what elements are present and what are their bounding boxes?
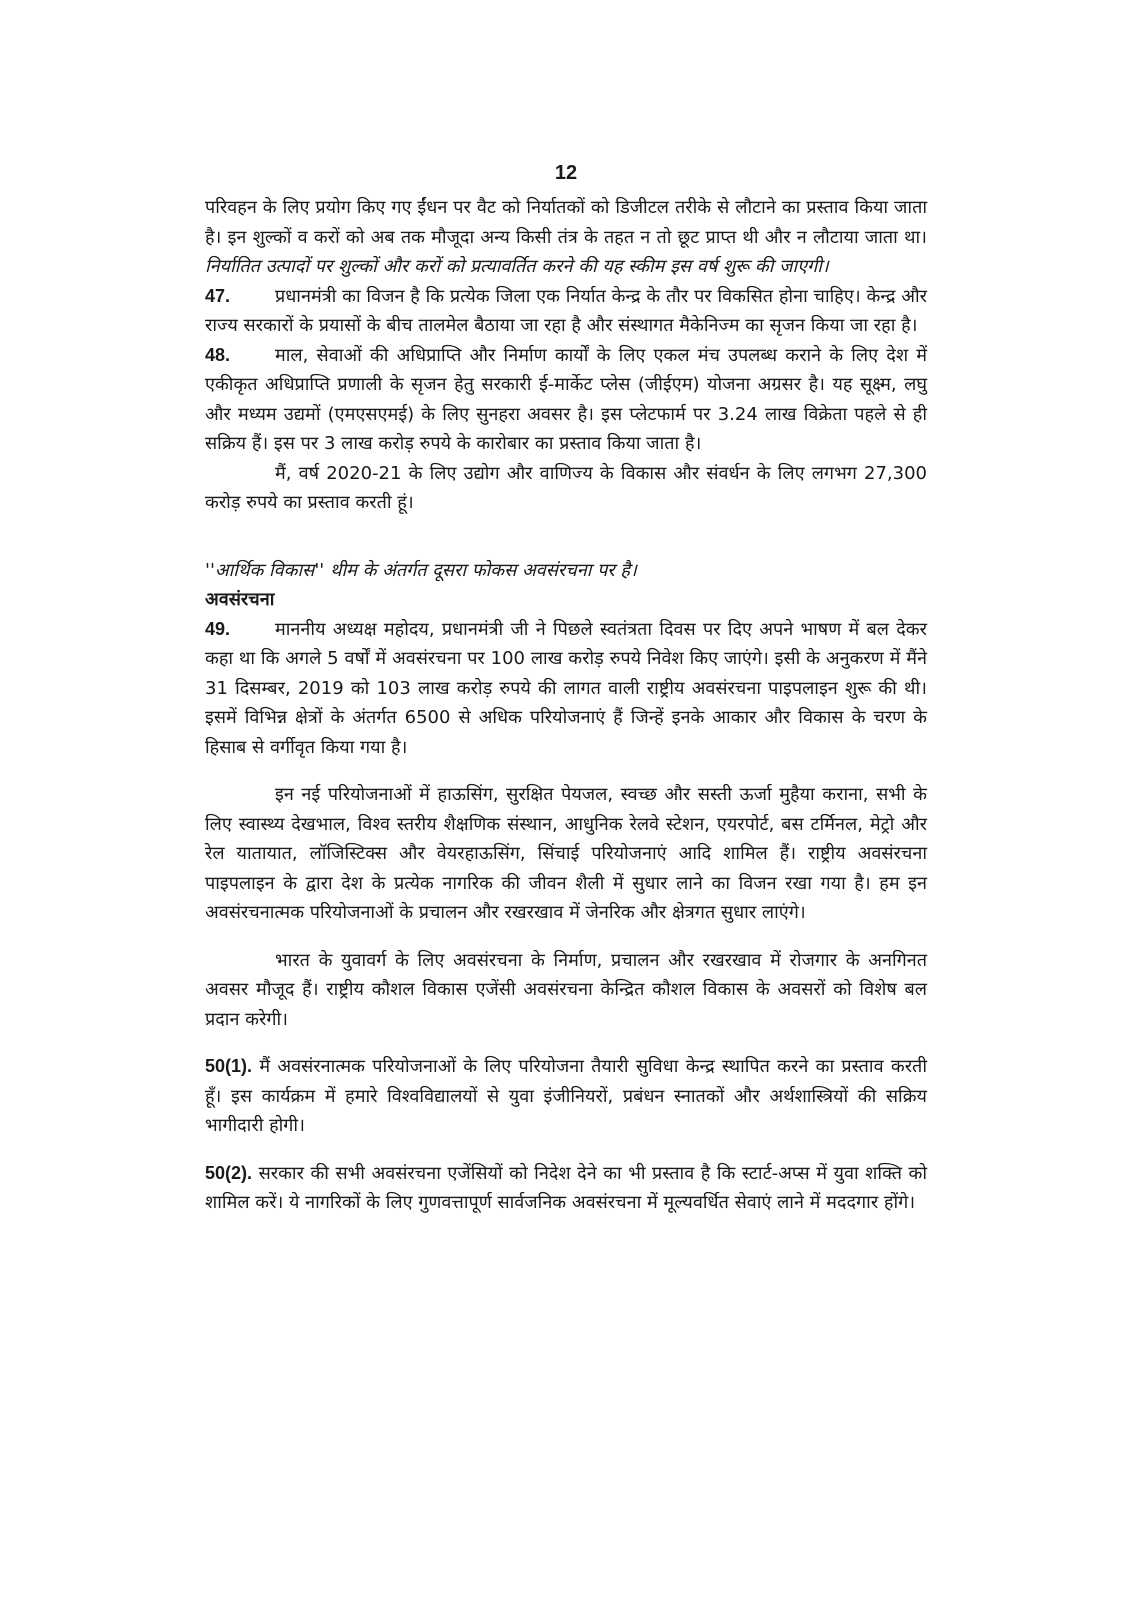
spacer — [205, 762, 927, 780]
page-number: 12 — [554, 162, 578, 184]
paragraph-48-continued: मैं, वर्ष 2020-21 के लिए उद्योग और वाणिज्य के विकास और संवर्धन के लिए लगभग 27,300 करोड़ रुपये का प्रस्ताव करती हूं। — [205, 462, 927, 513]
paragraph-number-50-2: 50(2). — [205, 1162, 253, 1183]
paragraph-49-text: माननीय अध्यक्ष महोदय, प्रधानमंत्री जी ने पिछले स्वतंत्रता दिवस पर दिए अपने भाषण में बल देकर कहा था कि अगले 5 वर्षों में अवसंरचना पर 100 लाख करोड़ रुपये निवेश किए जाएंगे। इसी के अनुकरण में मैंने 31 दिसम्बर, 2019 को 103 लाख करोड़ रुपये की लागत वाली राष्ट्रीय अवसंरचना पाइपलाइन शुरू की थी। इसमें विभिन्न क्षेत्रों के अंतर्गत 6500 से अधिक परियोजनाएं हैं जिन्हें इनके आकार और विकास के चरण के हिसाब से वर्गीवृत किया गया है। — [205, 618, 927, 758]
paragraph-number-47: 47. — [205, 285, 231, 306]
paragraph-49-projects: इन नई परियोजनाओं में हाऊसिंग, सुरक्षित पेयजल, स्वच्छ और सस्ती ऊर्जा मुहैया कराना, सभी के लिए स्वास्थ्य देखभाल, विश्व स्तरीय शैक्षणिक संस्थान, आधुनिक रेलवे स्टेशन, एयरपोर्ट, बस टर्मिनल, मेट्रो और रेल यातायात, लॉजिस्टिक्स और वेयरहाऊसिंग, सिंचाई परियोजनाएं आदि शामिल हैं। राष्ट्रीय अवसंरचना पाइपलाइन के द्वारा देश के प्रत्येक नागरिक की जीवन शैली में सुधार लाने का विजन रखा गया है। हम इन अवसंरचनात्मक परियोजनाओं के प्रचालन और रखरखाव में जेनरिक और क्षेत्रगत सुधार लाएंगे। — [205, 784, 927, 923]
paragraph-47 — [205, 282, 927, 341]
paragraph-49 — [205, 615, 927, 763]
paragraph-intro-italic: निर्यातित उत्पादों पर शुल्कों और करों को प्रत्यावर्तित करने की यह स्कीम इस वर्ष शुरू की जाएगी। — [205, 256, 829, 277]
paragraph-50-1-text: मैं अवसंरनात्मक परियोजनाओं के लिए परियोजना तैयारी सुविधा केन्द्र स्थापित करने का प्रस्ताव करती हूँ। इस कार्यक्रम में हमारे विश्वविद्यालयों से युवा इंजीनियरों, प्रबंधन स्नातकों और अर्थशास्त्रियों की सक्रिय भागीदारी होगी। — [205, 1056, 927, 1136]
paragraph-50-2 — [205, 1159, 927, 1218]
paragraph-50-2-text: सरकार की सभी अवसंरचना एजेंसियों को निदेश देने का भी प्रस्ताव है कि स्टार्ट-अप्स में युवा शक्ति को शामिल करें। ये नागरिकों के लिए गुणवत्तापूर्ण सार्वजनिक अवसंरचना में मूल्यवर्धित सेवाएं लाने में मददगार होंगे। — [205, 1162, 927, 1213]
paragraph-48 — [205, 341, 927, 459]
theme-line: ''आर्थिक विकास'' थीम के अंतर्गत दूसरा फोकस अवसंरचना पर है। — [205, 559, 637, 581]
paragraph-number-49: 49. — [205, 618, 231, 639]
paragraph-48-text: माल, सेवाओं की अधिप्राप्ति और निर्माण कार्यों के लिए एकल मंच उपलब्ध कराने के लिए देश में एकीकृत अधिप्राप्ति प्रणाली के सृजन हेतु सरकारी ई-मार्केट प्लेस (जीईएम) योजना अग्रसर है। यह सूक्ष्म, लघु और मध्यम उद्यमों (एमएसएमई) के लिए सुनहरा अवसर है। इस प्लेटफार्म पर 3.24 लाख विक्रेता पहले से ही सक्रिय हैं। इस पर 3 लाख करोड़ रुपये के कारोबार का प्रस्ताव किया जाता है। — [205, 344, 927, 454]
document-page — [205, 162, 927, 1218]
paragraph-number-48: 48. — [205, 344, 231, 365]
paragraph-50-1 — [205, 1052, 927, 1141]
spacer — [205, 518, 927, 556]
spacer — [205, 928, 927, 946]
spacer — [205, 1141, 927, 1159]
paragraph-number-50-1: 50(1). — [205, 1056, 253, 1076]
section-heading-infrastructure: अवसंरचना — [205, 589, 275, 610]
paragraph-intro — [205, 193, 927, 282]
paragraph-intro-text: परिवहन के लिए प्रयोग किए गए ईंधन पर वैट को निर्यातकों को डिजीटल तरीके से लौटाने का प्रस्ताव किया जाता है। इन शुल्कों व करों को अब तक मौजूदा अन्य किसी तंत्र के तहत न तो छूट प्राप्त थी और न लौटाया जाता था। — [205, 197, 927, 248]
paragraph-49-youth: भारत के युवावर्ग के लिए अवसंरचना के निर्माण, प्रचालन और रखरखाव में रोजगार के अनगिनत अवसर मौजूद हैं। राष्ट्रीय कौशल विकास एजेंसी अवसंरचना केन्द्रित कौशल विकास के अवसरों को विशेष बल प्रदान करेगी। — [205, 949, 927, 1030]
paragraph-47-text: प्रधानमंत्री का विजन है कि प्रत्येक जिला एक निर्यात केन्द्र के तौर पर विकसित होना चाहिए। केन्द्र और राज्य सरकारों के प्रयासों के बीच तालमेल बैठाया जा रहा है और संस्थागत मैकेनिज्म का सृजन किया जा रहा है। — [205, 285, 927, 336]
spacer — [205, 1034, 927, 1052]
